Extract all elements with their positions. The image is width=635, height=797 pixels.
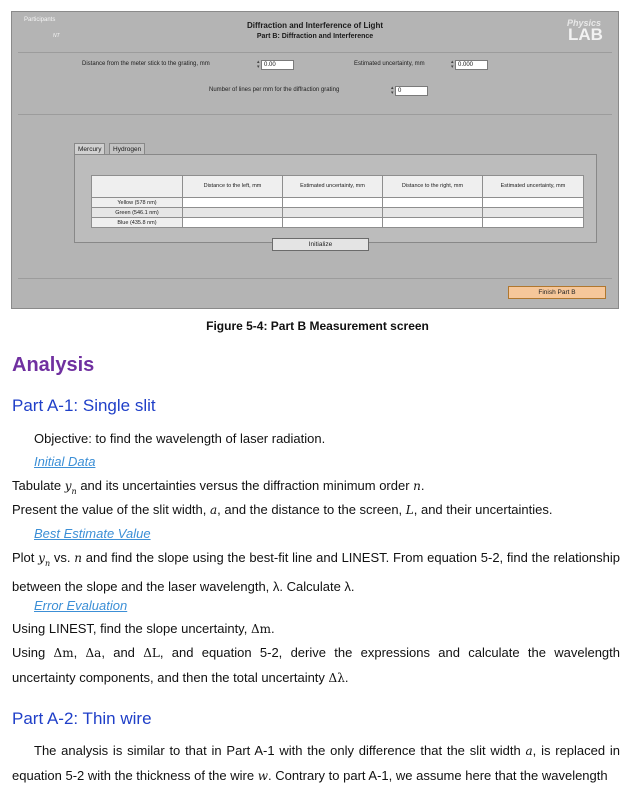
row-label: Yellow (578 nm) xyxy=(92,198,183,208)
table-cell-input[interactable] xyxy=(183,218,283,228)
part-a1-heading: Part A-1: Single slit xyxy=(12,396,156,415)
row-label: Green (546.1 nm) xyxy=(92,208,183,218)
table-cell-input[interactable] xyxy=(283,208,383,218)
error-evaluation-subheading: Error Evaluation xyxy=(34,598,128,613)
table-cell-input[interactable] xyxy=(383,208,483,218)
measurement-screen xyxy=(11,11,619,309)
tabulate-text: Tabulate $y_n$ and its uncertainties versus the diffraction minimum order n. xyxy=(12,478,425,496)
distance-label: Distance from the meter stick to the grating, mm xyxy=(82,61,210,67)
distance-input[interactable]: 0.00 xyxy=(261,60,294,70)
table-cell-input[interactable] xyxy=(483,198,584,208)
divider xyxy=(18,52,612,53)
table-row xyxy=(92,218,584,228)
part-a2-heading: Part A-2: Thin wire xyxy=(12,709,152,728)
uncertainty-label: Estimated uncertainty, mm xyxy=(354,61,425,67)
physics-lab-logo xyxy=(565,18,605,46)
table-cell-input[interactable] xyxy=(383,198,483,208)
table-cell-input[interactable] xyxy=(183,208,283,218)
present-text: Present the value of the slit width, a, and the distance to the screen, L, and their uncertainties. xyxy=(12,502,553,517)
participant-name: NT xyxy=(53,33,60,39)
spin-arrows-icon[interactable]: ▴ ▾ xyxy=(257,59,260,70)
linest-text: Using LINEST, find the slope uncertainty, Δm. xyxy=(12,621,275,636)
spin-arrows-icon[interactable]: ▴ ▾ xyxy=(391,85,394,96)
panel-title: Diffraction and Interference of Light xyxy=(246,21,383,30)
table-cell-input[interactable] xyxy=(483,218,584,228)
column-header: Distance to the right, mm xyxy=(383,176,483,198)
table-cell-input[interactable] xyxy=(383,218,483,228)
column-header: Distance to the left, mm xyxy=(183,176,283,198)
spin-arrows-icon[interactable]: ▴ ▾ xyxy=(451,59,454,70)
table-cell-input[interactable] xyxy=(283,198,383,208)
finish-part-b-button[interactable]: Finish Part B xyxy=(508,286,606,299)
initialize-button[interactable]: Initialize xyxy=(272,238,369,251)
measurement-table xyxy=(91,175,584,228)
table-cell-input[interactable] xyxy=(283,218,383,228)
column-header: Estimated uncertainty, mm xyxy=(283,176,383,198)
uncertainty-text: Using Δm, Δa, and ΔL, and equation 5-2, derive the expressions and calculate the wavelength uncertainty components, and then the total uncertainty Δλ. xyxy=(12,645,620,685)
divider xyxy=(18,278,612,279)
uncertainty-input[interactable]: 0.000 xyxy=(455,60,488,70)
lamp-tabs xyxy=(74,143,597,243)
plot-text: Plot $y_n$ vs. n and find the slope using the best-fit line and LINEST. From equation 5-2, find the relationship between the slope and the laser wavelength, λ. Calculate λ. xyxy=(12,550,620,595)
analysis-heading: Analysis xyxy=(12,354,95,376)
tab-hydrogen[interactable]: Hydrogen xyxy=(109,143,145,154)
divider xyxy=(18,114,612,115)
logo-bottom-text: LAB xyxy=(568,25,603,44)
table-header-row xyxy=(92,176,584,198)
tab-body xyxy=(74,154,597,243)
logo-top-text: Physics xyxy=(567,18,602,28)
part-a2-text: The analysis is similar to that in Part A-1 with the only difference that the slit width a, is replaced in equation 5-2 with the thickness of the wire w. Contrary to part A-1, we assume here that the wavelength xyxy=(12,743,621,783)
lines-input[interactable]: 0 xyxy=(395,86,428,96)
table-cell-input[interactable] xyxy=(483,208,584,218)
tab-mercury[interactable]: Mercury xyxy=(74,143,105,154)
participants-label: Participants xyxy=(24,17,56,23)
lines-label: Number of lines per mm for the diffraction grating xyxy=(209,87,340,93)
table-row xyxy=(92,208,584,218)
panel-header xyxy=(12,12,618,52)
initial-data-subheading: Initial Data xyxy=(34,454,96,469)
figure-caption: Figure 5-4: Part B Measurement screen xyxy=(206,319,429,333)
table-row xyxy=(92,198,584,208)
objective-text: Objective: to find the wavelength of laser radiation. xyxy=(34,431,326,446)
column-header: Estimated uncertainty, mm xyxy=(483,176,584,198)
best-estimate-subheading: Best Estimate Value xyxy=(34,526,151,541)
table-corner-cell xyxy=(92,176,183,198)
row-label: Blue (435.8 nm) xyxy=(92,218,183,228)
panel-subtitle: Part B: Diffraction and Interference xyxy=(256,33,374,40)
table-cell-input[interactable] xyxy=(183,198,283,208)
